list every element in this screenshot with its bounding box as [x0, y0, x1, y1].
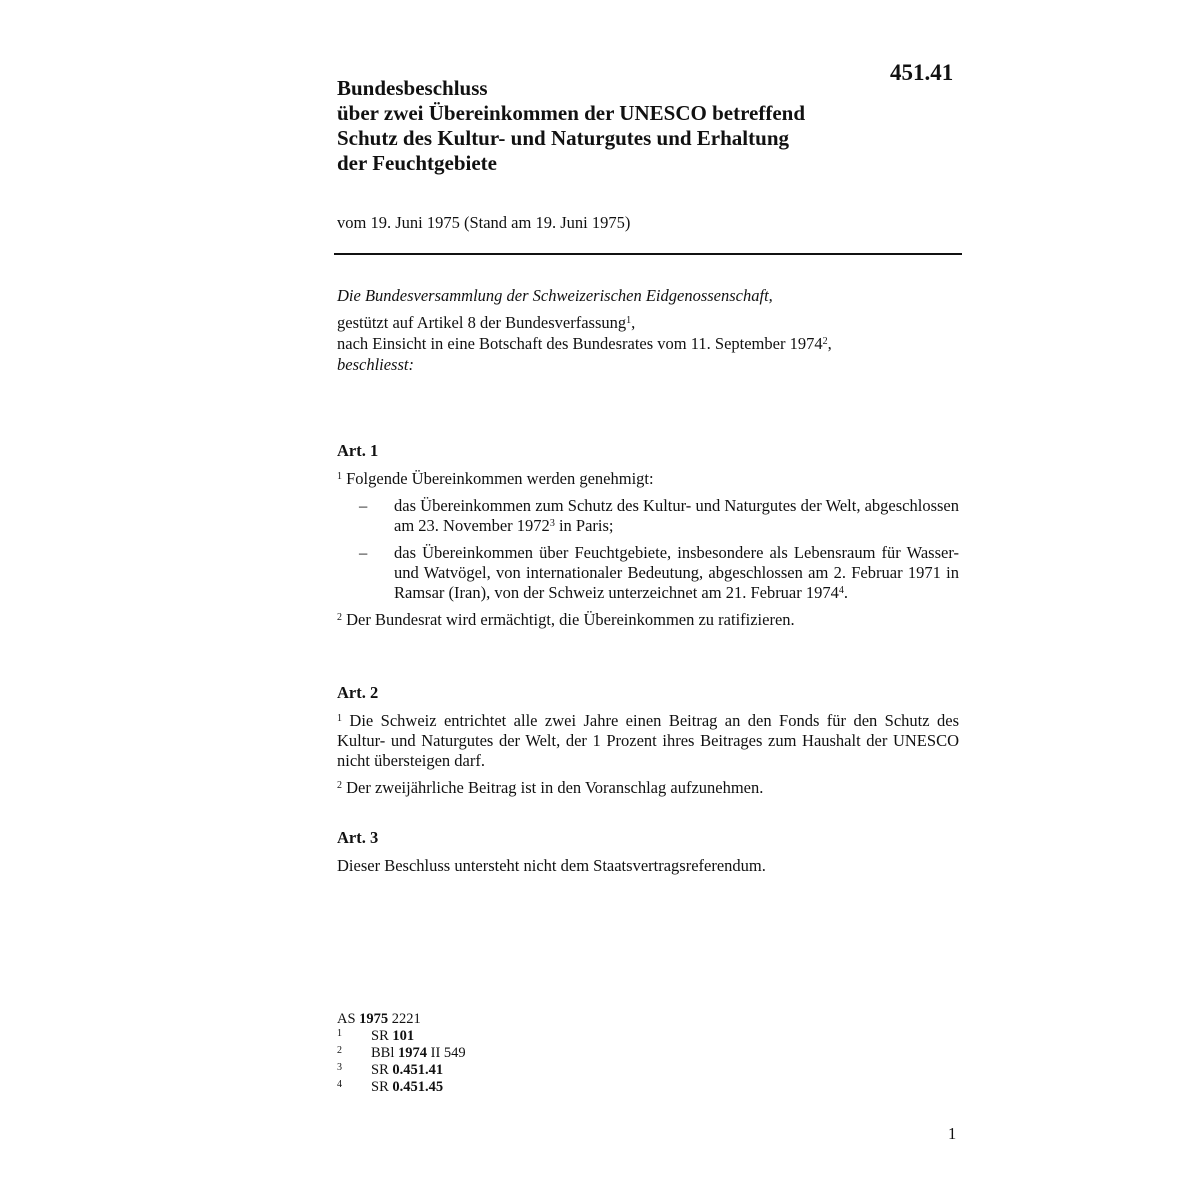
list-item-text: das Übereinkommen zum Schutz des Kultur- und Naturgutes der Welt, abgeschlossen am 23. November 1972: [394, 496, 959, 535]
footnote-number: 3: [337, 1062, 342, 1073]
footnote-prefix: BBl: [371, 1045, 398, 1061]
footnote-bold: 101: [392, 1028, 415, 1044]
paragraph-text: Folgende Übereinkommen werden genehmigt:: [342, 469, 654, 488]
as-page: 2221: [388, 1011, 421, 1027]
article-2-para-2: [337, 778, 959, 798]
footnote-ref[interactable]: 4: [838, 585, 844, 596]
paragraph-number: 1: [337, 713, 342, 724]
as-reference: [337, 1011, 637, 1028]
header-divider: [334, 253, 962, 255]
preamble: [337, 285, 959, 381]
footnote-number: 4: [337, 1079, 342, 1090]
document-title: [337, 76, 897, 176]
footnote: [337, 1079, 637, 1096]
paragraph-number: 2: [337, 780, 342, 791]
footnote-prefix: SR: [371, 1079, 393, 1095]
article-2-para-1: [337, 711, 959, 771]
title-line: Schutz des Kultur- und Naturgutes und Erhaltung: [337, 126, 789, 150]
basis-end: ,: [631, 313, 636, 332]
footnote-suffix: II 549: [427, 1045, 466, 1061]
footnote-prefix: SR: [371, 1028, 393, 1044]
dash-bullet: –: [359, 543, 368, 562]
paragraph-text: Der Bundesrat wird ermächtigt, die Übereinkommen zu ratifizieren.: [342, 610, 795, 629]
basis-text: gestützt auf Artikel 8 der Bundesverfassung: [337, 313, 627, 332]
footnote-bold: 0.451.45: [392, 1079, 444, 1095]
date-line: vom 19. Juni 1975 (Stand am 19. Juni 1975): [337, 213, 631, 232]
article-1-heading: Art. 1: [337, 441, 379, 460]
list-item: [337, 496, 959, 536]
footnote-bold: 1974: [398, 1045, 427, 1061]
preamble-message: [337, 333, 959, 354]
as-prefix: AS: [337, 1011, 360, 1027]
footnote-ref[interactable]: 2: [822, 336, 828, 347]
footnotes: [337, 1011, 637, 1096]
footnote-number: 2: [337, 1045, 342, 1056]
preamble-assembly: Die Bundesversammlung der Schweizerischen Eidgenossenschaft,: [337, 286, 773, 305]
article-1-para-1: [337, 469, 959, 489]
title-line: Bundesbeschluss: [337, 76, 488, 100]
dash-bullet: –: [359, 496, 368, 515]
paragraph-text: Der zweijährliche Beitrag ist in den Voranschlag aufzunehmen.: [342, 778, 764, 797]
footnote: [337, 1062, 637, 1079]
footnote: [337, 1045, 637, 1062]
list-item-text: das Übereinkommen über Feuchtgebiete, insbesondere als Lebensraum für Wasser- und Watvögel, von internationaler Bedeutung, abgeschlossen am 2. Februar 1971 in Ramsar (Iran), von der Schweiz unterzeichnet am 21. Februar 1974: [394, 543, 959, 602]
article-1-para-2: [337, 610, 959, 630]
paragraph-number: 1: [337, 471, 342, 482]
footnote-ref[interactable]: 3: [549, 518, 555, 529]
message-end: ,: [827, 334, 832, 353]
page-number: 1: [948, 1124, 957, 1143]
footnote-number: 1: [337, 1028, 342, 1039]
paragraph-number: 2: [337, 612, 342, 623]
article-3-heading: Art. 3: [337, 828, 379, 847]
footnote-ref[interactable]: 1: [626, 315, 632, 326]
footnote-bold: 0.451.41: [392, 1062, 444, 1078]
list-item: [337, 543, 959, 603]
footnote-prefix: SR: [371, 1062, 393, 1078]
message-text: nach Einsicht in eine Botschaft des Bundesrates vom 11. September 1974: [337, 334, 823, 353]
title-line: der Feuchtgebiete: [337, 151, 497, 175]
footnote: [337, 1028, 637, 1045]
sr-number: 451.41: [890, 60, 954, 85]
as-year: 1975: [359, 1011, 389, 1027]
list-item-end: .: [843, 583, 849, 602]
article-2-body: [337, 711, 959, 805]
article-2-heading: Art. 2: [337, 683, 379, 702]
article-3-text: Dieser Beschluss untersteht nicht dem Staatsvertragsreferendum.: [337, 856, 766, 875]
preamble-resolves: beschliesst:: [337, 355, 414, 374]
preamble-basis: [337, 312, 959, 333]
list-item-end: in Paris;: [554, 516, 614, 535]
title-line: über zwei Übereinkommen der UNESCO betreffend: [337, 101, 805, 125]
article-3-body: [337, 856, 959, 883]
article-1-body: [337, 469, 959, 637]
paragraph-text: Die Schweiz entrichtet alle zwei Jahre einen Beitrag an den Fonds für den Schutz des Kultur- und Naturgutes der Welt, der 1 Prozent ihres Beitrages zum Haushalt der UNESCO nicht übersteigen darf.: [337, 711, 959, 770]
